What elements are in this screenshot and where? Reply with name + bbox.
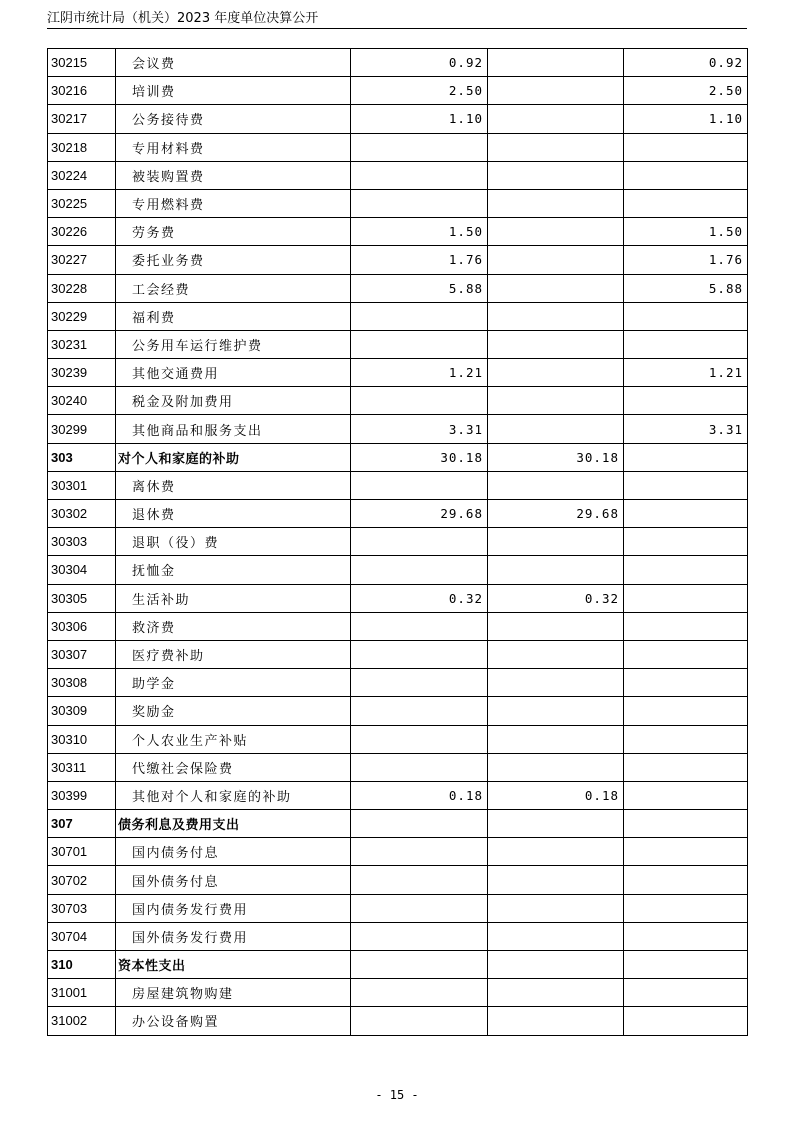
row-code: 31001 <box>48 979 116 1007</box>
row-value-col1 <box>351 951 488 979</box>
row-value-col1 <box>351 189 488 217</box>
row-value-col2 <box>488 330 624 358</box>
row-value-col2 <box>488 49 624 77</box>
row-value-col1: 0.32 <box>351 584 488 612</box>
row-name: 其他商品和服务支出 <box>116 415 351 443</box>
row-code: 30703 <box>48 894 116 922</box>
row-name: 专用燃料费 <box>116 189 351 217</box>
table-row <box>48 781 748 809</box>
row-value-col2 <box>488 922 624 950</box>
row-code: 30302 <box>48 500 116 528</box>
row-value-col2 <box>488 556 624 584</box>
row-value-col1 <box>351 556 488 584</box>
row-value-col2 <box>488 359 624 387</box>
row-value-col2 <box>488 669 624 697</box>
table-row <box>48 49 748 77</box>
row-value-col3 <box>624 922 748 950</box>
row-value-col3 <box>624 781 748 809</box>
row-code: 30307 <box>48 640 116 668</box>
row-value-col1 <box>351 810 488 838</box>
row-name: 公务用车运行维护费 <box>116 330 351 358</box>
row-name: 房屋建筑物购建 <box>116 979 351 1007</box>
row-name: 退职（役）费 <box>116 528 351 556</box>
row-name: 福利费 <box>116 302 351 330</box>
row-value-col1: 0.18 <box>351 781 488 809</box>
row-value-col3 <box>624 189 748 217</box>
row-code: 30310 <box>48 725 116 753</box>
row-value-col1 <box>351 528 488 556</box>
row-value-col1: 3.31 <box>351 415 488 443</box>
row-code: 30215 <box>48 49 116 77</box>
row-name: 国外债务发行费用 <box>116 922 351 950</box>
row-code: 30224 <box>48 161 116 189</box>
row-value-col2 <box>488 471 624 499</box>
table-row <box>48 697 748 725</box>
row-value-col3 <box>624 894 748 922</box>
row-code: 30306 <box>48 612 116 640</box>
row-value-col1 <box>351 866 488 894</box>
row-value-col1 <box>351 612 488 640</box>
row-name: 委托业务费 <box>116 246 351 274</box>
row-value-col2 <box>488 640 624 668</box>
row-code: 30701 <box>48 838 116 866</box>
row-value-col1 <box>351 1007 488 1035</box>
row-value-col2: 0.18 <box>488 781 624 809</box>
row-value-col1: 1.10 <box>351 105 488 133</box>
row-value-col1 <box>351 725 488 753</box>
table-row <box>48 894 748 922</box>
row-value-col2 <box>488 77 624 105</box>
row-name: 救济费 <box>116 612 351 640</box>
row-name: 办公设备购置 <box>116 1007 351 1035</box>
row-code: 31002 <box>48 1007 116 1035</box>
table-row <box>48 302 748 330</box>
row-name: 生活补助 <box>116 584 351 612</box>
row-value-col2 <box>488 866 624 894</box>
row-value-col2 <box>488 612 624 640</box>
row-name: 专用材料费 <box>116 133 351 161</box>
row-value-col2 <box>488 387 624 415</box>
row-value-col1 <box>351 697 488 725</box>
table-row <box>48 359 748 387</box>
row-value-col2 <box>488 725 624 753</box>
table-row <box>48 810 748 838</box>
row-value-col1: 1.76 <box>351 246 488 274</box>
row-value-col3 <box>624 1007 748 1035</box>
table-row <box>48 443 748 471</box>
row-code: 30303 <box>48 528 116 556</box>
row-code: 307 <box>48 810 116 838</box>
row-value-col1 <box>351 979 488 1007</box>
row-name: 债务利息及费用支出 <box>116 810 351 838</box>
table-row <box>48 1007 748 1035</box>
table-row <box>48 640 748 668</box>
row-code: 30240 <box>48 387 116 415</box>
row-value-col3: 3.31 <box>624 415 748 443</box>
row-code: 30702 <box>48 866 116 894</box>
table-row <box>48 584 748 612</box>
row-value-col3 <box>624 979 748 1007</box>
row-name: 资本性支出 <box>116 951 351 979</box>
row-value-col2 <box>488 894 624 922</box>
row-value-col2 <box>488 415 624 443</box>
row-value-col3 <box>624 838 748 866</box>
row-value-col3 <box>624 556 748 584</box>
row-value-col1: 1.50 <box>351 218 488 246</box>
row-value-col1 <box>351 302 488 330</box>
table-row <box>48 979 748 1007</box>
row-name: 离休费 <box>116 471 351 499</box>
row-value-col3: 2.50 <box>624 77 748 105</box>
row-value-col3 <box>624 725 748 753</box>
row-value-col2 <box>488 697 624 725</box>
table-row <box>48 922 748 950</box>
row-value-col2: 0.32 <box>488 584 624 612</box>
row-value-col2 <box>488 1007 624 1035</box>
row-value-col1: 0.92 <box>351 49 488 77</box>
row-value-col3 <box>624 612 748 640</box>
row-name: 国内债务付息 <box>116 838 351 866</box>
row-value-col2 <box>488 979 624 1007</box>
row-code: 30309 <box>48 697 116 725</box>
table-row <box>48 246 748 274</box>
row-value-col2 <box>488 302 624 330</box>
row-value-col1: 1.21 <box>351 359 488 387</box>
row-code: 303 <box>48 443 116 471</box>
row-name: 奖励金 <box>116 697 351 725</box>
row-value-col3: 0.92 <box>624 49 748 77</box>
table-row <box>48 77 748 105</box>
row-code: 30225 <box>48 189 116 217</box>
row-name: 国内债务发行费用 <box>116 894 351 922</box>
page-number: - 15 - <box>375 1088 419 1102</box>
row-code: 30228 <box>48 274 116 302</box>
row-value-col2 <box>488 951 624 979</box>
row-value-col3 <box>624 584 748 612</box>
table-row <box>48 725 748 753</box>
table-row <box>48 387 748 415</box>
row-value-col2: 30.18 <box>488 443 624 471</box>
row-code: 30231 <box>48 330 116 358</box>
row-value-col3: 5.88 <box>624 274 748 302</box>
row-value-col2 <box>488 133 624 161</box>
row-value-col2 <box>488 218 624 246</box>
row-value-col3 <box>624 330 748 358</box>
page-header: 江阴市统计局（机关）2023 年度单位决算公开 <box>47 10 747 29</box>
row-name: 助学金 <box>116 669 351 697</box>
row-value-col1 <box>351 640 488 668</box>
row-code: 30704 <box>48 922 116 950</box>
table-row <box>48 415 748 443</box>
row-code: 30216 <box>48 77 116 105</box>
row-value-col1 <box>351 471 488 499</box>
row-name: 工会经费 <box>116 274 351 302</box>
row-code: 30299 <box>48 415 116 443</box>
row-value-col1 <box>351 161 488 189</box>
table-row <box>48 528 748 556</box>
row-value-col3 <box>624 951 748 979</box>
table-row <box>48 274 748 302</box>
row-value-col1: 29.68 <box>351 500 488 528</box>
row-name: 劳务费 <box>116 218 351 246</box>
row-name: 个人农业生产补贴 <box>116 725 351 753</box>
row-value-col2 <box>488 105 624 133</box>
row-name: 抚恤金 <box>116 556 351 584</box>
row-value-col2 <box>488 753 624 781</box>
row-value-col2 <box>488 274 624 302</box>
row-name: 对个人和家庭的补助 <box>116 443 351 471</box>
row-value-col1: 5.88 <box>351 274 488 302</box>
row-code: 30304 <box>48 556 116 584</box>
row-name: 会议费 <box>116 49 351 77</box>
row-value-col3 <box>624 500 748 528</box>
row-value-col2: 29.68 <box>488 500 624 528</box>
row-value-col2 <box>488 838 624 866</box>
row-value-col3: 1.10 <box>624 105 748 133</box>
row-code: 30308 <box>48 669 116 697</box>
table-row <box>48 105 748 133</box>
row-value-col1 <box>351 133 488 161</box>
row-value-col3 <box>624 443 748 471</box>
expenditure-table <box>47 48 748 1036</box>
row-value-col3 <box>624 640 748 668</box>
row-value-col3 <box>624 302 748 330</box>
row-value-col3 <box>624 471 748 499</box>
row-value-col2 <box>488 528 624 556</box>
row-value-col1 <box>351 330 488 358</box>
table-row <box>48 330 748 358</box>
table-row <box>48 161 748 189</box>
row-value-col3 <box>624 866 748 894</box>
table-row <box>48 838 748 866</box>
row-name: 代缴社会保险费 <box>116 753 351 781</box>
row-value-col1 <box>351 838 488 866</box>
table-row <box>48 500 748 528</box>
table-row <box>48 556 748 584</box>
row-code: 30229 <box>48 302 116 330</box>
table-row <box>48 669 748 697</box>
row-value-col2 <box>488 810 624 838</box>
row-code: 30239 <box>48 359 116 387</box>
row-value-col1 <box>351 922 488 950</box>
row-name: 其他交通费用 <box>116 359 351 387</box>
table-row <box>48 218 748 246</box>
row-value-col3: 1.50 <box>624 218 748 246</box>
table-row <box>48 471 748 499</box>
row-name: 被装购置费 <box>116 161 351 189</box>
row-value-col3: 1.21 <box>624 359 748 387</box>
row-name: 退休费 <box>116 500 351 528</box>
table-row <box>48 951 748 979</box>
table-row <box>48 133 748 161</box>
row-code: 30226 <box>48 218 116 246</box>
table-row <box>48 612 748 640</box>
row-code: 30217 <box>48 105 116 133</box>
row-value-col3: 1.76 <box>624 246 748 274</box>
row-code: 30305 <box>48 584 116 612</box>
row-value-col3 <box>624 133 748 161</box>
row-code: 30301 <box>48 471 116 499</box>
row-value-col3 <box>624 528 748 556</box>
table-row <box>48 189 748 217</box>
row-name: 其他对个人和家庭的补助 <box>116 781 351 809</box>
row-value-col1 <box>351 753 488 781</box>
row-value-col1 <box>351 387 488 415</box>
row-value-col1: 30.18 <box>351 443 488 471</box>
row-value-col3 <box>624 753 748 781</box>
row-name: 税金及附加费用 <box>116 387 351 415</box>
row-name: 医疗费补助 <box>116 640 351 668</box>
row-name: 培训费 <box>116 77 351 105</box>
row-value-col2 <box>488 246 624 274</box>
row-value-col1 <box>351 669 488 697</box>
row-value-col3 <box>624 387 748 415</box>
row-name: 公务接待费 <box>116 105 351 133</box>
row-value-col2 <box>488 161 624 189</box>
row-code: 30399 <box>48 781 116 809</box>
table-row <box>48 866 748 894</box>
row-value-col3 <box>624 669 748 697</box>
row-name: 国外债务付息 <box>116 866 351 894</box>
row-code: 30218 <box>48 133 116 161</box>
table-row <box>48 753 748 781</box>
row-value-col3 <box>624 810 748 838</box>
row-value-col1: 2.50 <box>351 77 488 105</box>
row-code: 310 <box>48 951 116 979</box>
row-value-col3 <box>624 161 748 189</box>
row-value-col3 <box>624 697 748 725</box>
row-code: 30227 <box>48 246 116 274</box>
row-value-col1 <box>351 894 488 922</box>
row-value-col2 <box>488 189 624 217</box>
row-code: 30311 <box>48 753 116 781</box>
